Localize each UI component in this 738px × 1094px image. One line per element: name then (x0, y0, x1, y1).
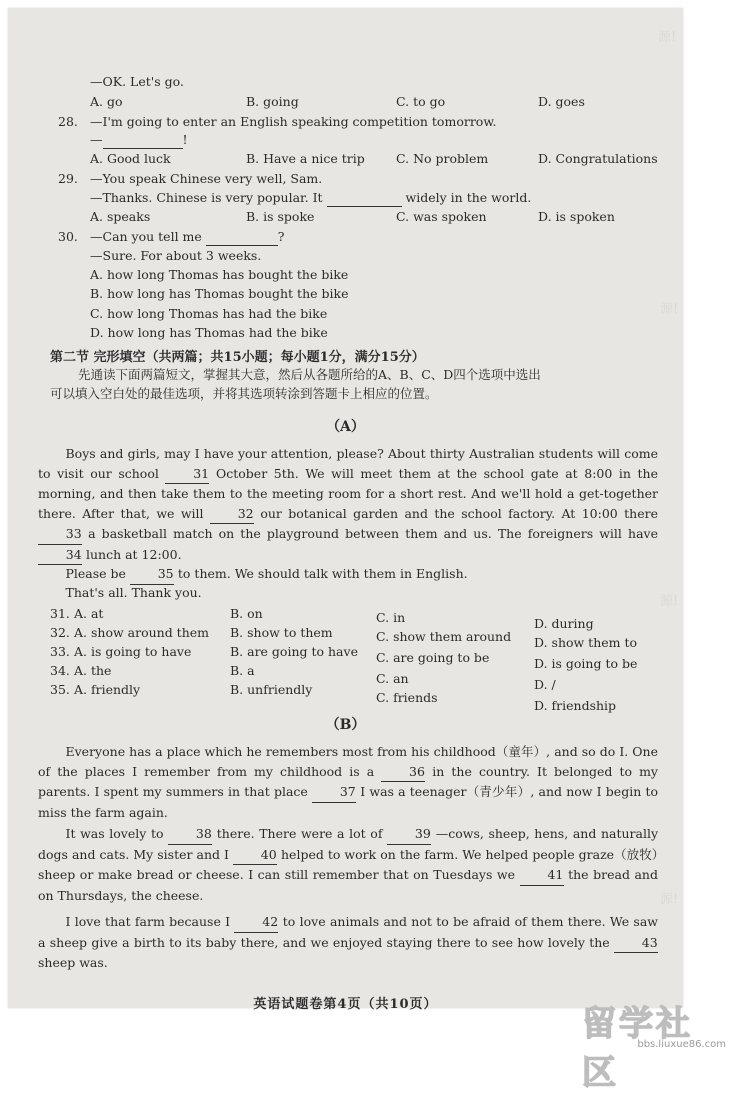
blank-42: 42 (234, 912, 278, 933)
q30-line2: —Sure. For about 3 weeks. (90, 248, 262, 263)
q28-line1: —I'm going to enter an English speaking competition tomorrow. (90, 114, 497, 129)
q29-option-b: B. is spoke (246, 209, 315, 224)
q30-option-a: A. how long Thomas has bought the bike (90, 267, 349, 282)
passage-a-heading: （A） (326, 419, 365, 435)
q29-number: 29. (58, 171, 78, 186)
q28-line2 (90, 132, 188, 149)
q28-option-d: D. Congratulations (538, 151, 658, 166)
q30-option-b: B. how long has Thomas bought the bike (90, 286, 349, 301)
choice-32-d: D. show them to (534, 635, 638, 650)
blank-38: 38 (168, 824, 212, 845)
choice-32-a: A. show around them (74, 625, 209, 640)
section-title: 第二节 完形填空（共两篇；共15小题；每小题1分，满分15分） (50, 350, 425, 365)
exam-page (8, 8, 683, 1012)
passage-b-text-4: It was lovely to (65, 826, 169, 841)
choice-31-b: B. on (230, 606, 263, 621)
passage-b-text-5: there. There were a lot of (212, 826, 388, 841)
blank-43: 43 (614, 933, 658, 954)
blank-37: 37 (312, 782, 356, 803)
choice-35-num: 35. (50, 682, 70, 697)
passage-b-text-9: I love that farm because I (65, 914, 235, 929)
passage-a-text-7: to them. We should talk with them in English. (173, 566, 468, 581)
choice-35-a: A. friendly (74, 682, 141, 697)
q28-line2-post: ! (182, 132, 188, 147)
side-watermark-2: 源! (660, 302, 679, 317)
choice-32-b: B. show to them (230, 625, 333, 640)
choice-31-d: D. during (534, 616, 594, 631)
passage-b-text-2: in the country. It belonged to my parents. I spent my summers in that place (38, 763, 658, 799)
q27-option-b: B. going (246, 94, 299, 109)
q29-line2-post: widely in the world. (405, 190, 532, 205)
passage-b-text-10: to love animals and not to be afraid of them there. We saw a sheep give a birth to its baby there, and we enjoyed staying there to see how lovely the (38, 914, 658, 950)
choice-34-c: C. an (376, 671, 409, 686)
choice-35-c: C. friends (376, 690, 438, 705)
choice-34-num: 34. (50, 663, 70, 678)
q28-blank (103, 132, 183, 149)
q30-option-c: C. how long Thomas has had the bike (90, 306, 328, 321)
q30-blank (206, 229, 278, 246)
choice-34-a: A. the (74, 663, 112, 678)
blank-41: 41 (520, 865, 564, 886)
section-instruction-2: 可以填入空白处的最佳选项，并将其选项转涂到答题卡上相应的位置。 (50, 386, 438, 401)
passage-b-heading: （B） (325, 717, 366, 733)
blank-39: 39 (387, 824, 431, 845)
logo-text: 留学社区 (582, 1004, 693, 1093)
choice-34-d: D. / (534, 677, 556, 692)
section-instruction-1: 先通读下面两篇短文，掌握其大意，然后从各题所给的A、B、C、D四个选项中选出 (78, 367, 541, 382)
blank-34: 34 (38, 545, 82, 566)
blank-35: 35 (130, 564, 174, 585)
passage-b-paragraph-3 (38, 912, 658, 973)
q29-blank (327, 190, 402, 207)
q27-option-c: C. to go (396, 94, 446, 109)
q30-line1-post: ? (277, 229, 285, 244)
q29-line2-pre: —Thanks. Chinese is very popular. It (90, 190, 323, 205)
choice-35-d: D. friendship (534, 698, 617, 713)
q29-line2 (90, 190, 531, 207)
passage-b-text-1: Everyone has a place which he remembers most from his childhood（童年）, and so do I. One of the places I remember from my childhood is a (38, 744, 658, 779)
q28-line2-pre: — (90, 132, 103, 147)
passage-a-text-2: October 5th. We will meet them at the school gate at 8:00 in the morning, and then take them to the meeting room for a short rest. And we'll hold a get-together there. After that, we will (38, 465, 658, 521)
blank-40: 40 (233, 845, 277, 866)
passage-b-paragraph-2 (38, 824, 658, 905)
passage-a-text-3: our botanical garden and the school factory. At 10:00 there (253, 505, 658, 521)
choice-31-num: 31. (50, 606, 70, 621)
passage-a-text-6: Please be (65, 566, 130, 581)
q28-option-a: A. Good luck (90, 151, 171, 166)
passage-b-text-6: —cows, sheep, hens, and naturally dogs and cats. My sister and I (38, 826, 659, 862)
q29-line1: —You speak Chinese very well, Sam. (90, 171, 323, 186)
q30-number: 30. (58, 229, 78, 244)
side-watermark-4: 源! (660, 892, 679, 907)
passage-b-text-11: sheep was. (38, 955, 108, 970)
choice-32-c: C. show them around (376, 629, 512, 644)
choice-33-c: C. are going to be (376, 650, 490, 665)
blank-36: 36 (381, 762, 425, 783)
choice-34-b: B. a (230, 663, 255, 678)
choice-33-a: A. is going to have (74, 644, 192, 659)
choice-32-num: 32. (50, 625, 70, 640)
passage-a-paragraph-1 (38, 444, 658, 565)
passage-a-text-5: lunch at 12:00. (82, 546, 182, 562)
q30-line1 (90, 229, 284, 246)
q27-prompt: —OK. Let's go. (90, 74, 184, 89)
q29-option-a: A. speaks (90, 209, 151, 224)
passage-b-text-7: helped to work on the farm. We helped people graze（放牧）sheep or make bread or cheese. I can still remember that on Tuesdays we (38, 846, 659, 882)
choice-33-num: 33. (50, 644, 70, 659)
choice-33-d: D. is going to be (534, 656, 638, 671)
blank-33: 33 (38, 524, 82, 545)
passage-b-paragraph-1 (38, 742, 658, 822)
page-footer: 英语试题卷第4页（共10页） (253, 997, 438, 1012)
q28-option-b: B. Have a nice trip (246, 151, 365, 166)
q30-line1-pre: —Can you tell me (90, 229, 202, 244)
passage-a-text-1: Boys and girls, may I have your attention, please? About thirty Australian students will come to visit our school (38, 446, 658, 481)
blank-32: 32 (210, 504, 254, 525)
choice-31-a: A. at (74, 606, 104, 621)
passage-a-text-4: a basketball match on the playground between them and us. The foreigners will have (82, 526, 658, 541)
q27-option-d: D. goes (538, 94, 585, 109)
q30-option-d: D. how long has Thomas had the bike (90, 325, 328, 340)
passage-b-text-8: the bread and on Thursdays, the cheese. (38, 867, 658, 903)
site-logo (582, 1000, 732, 1093)
choice-33-b: B. are going to have (230, 644, 358, 659)
passage-a-paragraph-3: That's all. Thank you. (65, 585, 202, 600)
passage-b-text-3: I was a teenager（青少年）, and now I begin to miss the farm again. (38, 784, 658, 820)
side-watermark-3: 源! (660, 594, 679, 609)
logo-url: bbs.liuxue86.com (637, 1039, 726, 1050)
q28-number: 28. (58, 114, 78, 129)
q29-option-d: D. is spoken (538, 209, 615, 224)
q27-option-a: A. go (90, 94, 123, 109)
q29-option-c: C. was spoken (396, 209, 487, 224)
side-watermark-1: 源! (658, 30, 677, 45)
q28-option-c: C. No problem (396, 151, 489, 166)
blank-31: 31 (165, 464, 209, 485)
choice-35-b: B. unfriendly (230, 682, 313, 697)
choice-31-c: C. in (376, 610, 406, 625)
passage-a-paragraph-2 (38, 564, 658, 585)
